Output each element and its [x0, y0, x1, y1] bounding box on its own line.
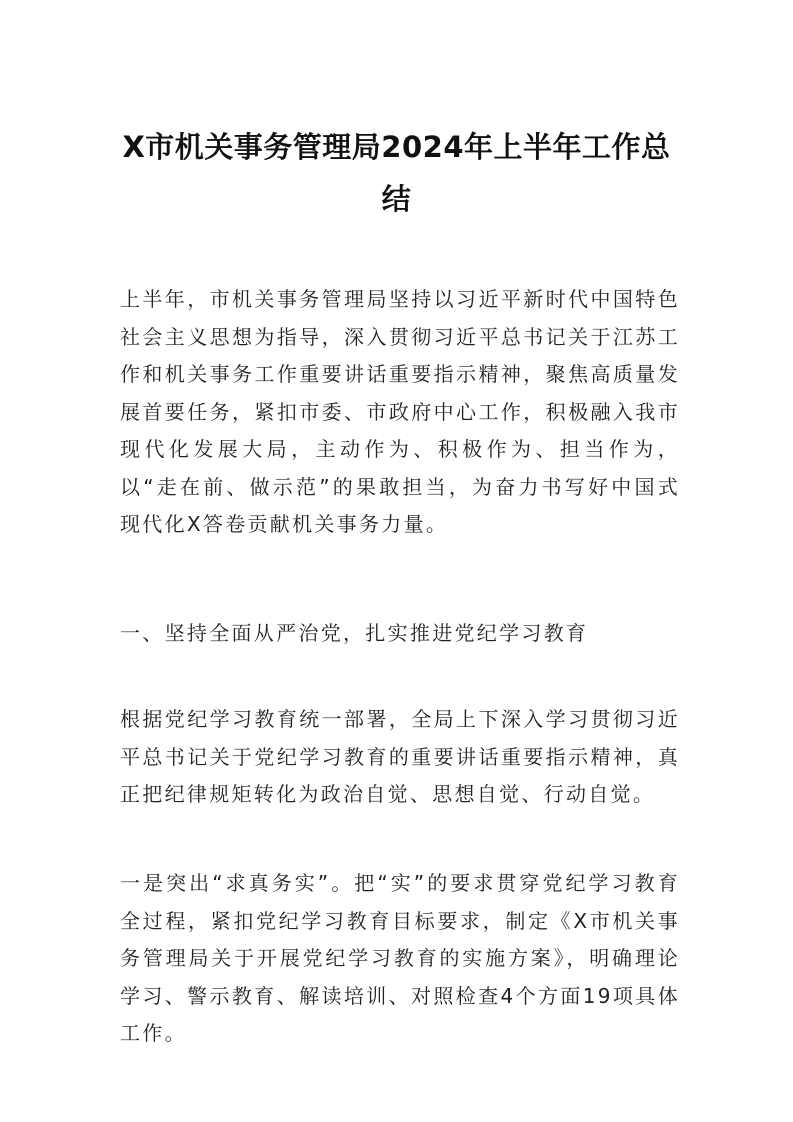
intro-paragraph: 上半年，市机关事务管理局坚持以习近平新时代中国特色社会主义思想为指导，深入贯彻习近平总书记关于江苏工作和机关事务工作重要讲话重要指示精神，聚焦高质量发展首要任务，紧扣市委、市政府中心工作，积极融入我市现代化发展大局，主动作为、积极作为、担当作为，以“走在前、做示范”的果敢担当，为奋力书写好中国式现代化X答卷贡献机关事务力量。: [120, 287, 680, 536]
document-title: X市机关事务管理局2024年上半年工作总结: [122, 130, 671, 216]
section-paragraph-2: 一是突出“求真务实”。把“实”的要求贯穿党纪学习教育全过程，紧扣党纪学习教育目标要求，制定《X市机关事务管理局关于开展党纪学习教育的实施方案》，明确理论学习、警示教育、解读培训、对照检查4个方面19项具体工作。: [120, 871, 680, 1045]
section-heading: 一、坚持全面从严治党，扎实推进党纪学习教育: [120, 621, 589, 645]
section-paragraph-1: 根据党纪学习教育统一部署，全局上下深入学习贯彻习近平总书记关于党纪学习教育的重要讲话重要指示精神，真正把纪律规矩转化为政治自觉、思想自觉、行动自觉。: [120, 707, 680, 806]
